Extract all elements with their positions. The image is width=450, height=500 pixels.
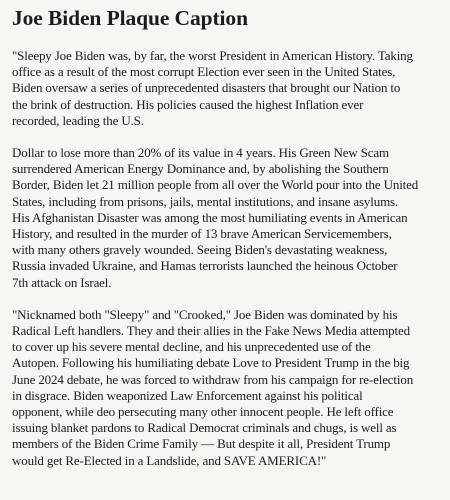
text-line: issuing blanket pardons to Radical Democrat criminals and chugs, is well as	[12, 420, 397, 436]
text-line: History, and resulted in the murder of 13 brave American Servicemembers,	[12, 226, 392, 242]
text-line: Russia invaded Ukraine, and Hamas terrorists launched the heinous October	[12, 258, 398, 274]
paragraph-3	[12, 307, 442, 469]
text-line: the brink of destruction. His policies caused the highest Inflation ever	[12, 96, 364, 112]
text-line: to cover up his severe mental decline, and his unprecedented use of the	[12, 339, 371, 355]
paragraph-2	[12, 145, 442, 291]
text-line: June 2024 debate, he was forced to withdraw from his campaign for re-election	[12, 371, 414, 387]
text-line: Border, Biden let 21 million people from all over the World pour into the United	[12, 177, 419, 193]
text-line: with many others gravely wounded. Seeing Biden's devastating weakness,	[12, 242, 388, 258]
text-line: His Afghanistan Disaster was among the most humiliating events in American	[12, 209, 408, 225]
document-title: Joe Biden Plaque Caption	[12, 6, 248, 30]
text-line: office as a result of the most corrupt Election ever seen in the United States,	[12, 64, 396, 80]
text-line: members of the Biden Crime Family — But despite it all, President Trump	[12, 436, 391, 452]
document-page	[12, 4, 442, 485]
text-line: 7th attack on Israel.	[12, 274, 112, 290]
text-line: Radical Left handlers. They and their allies in the Fake News Media attempted	[12, 323, 410, 339]
text-line: "Nicknamed both "Sleepy" and "Crooked," Joe Biden was dominated by his	[12, 306, 398, 322]
text-line: Dollar to lose more than 20% of its value in 4 years. His Green New Scam	[12, 145, 389, 161]
text-line: Autopen. Following his humiliating debate Love to President Trump in the big	[12, 355, 410, 371]
text-line: "Sleepy Joe Biden was, by far, the worst President in American History. Taking	[12, 48, 413, 63]
text-line: would get Re-Elected in a Landslide, and SAVE AMERICA!"	[12, 452, 327, 468]
text-line: States, including from prisons, jails, mental institutions, and insane asylums.	[12, 193, 399, 209]
text-line: in disgrace. Biden weaponized Law Enforcement against his political	[12, 387, 363, 403]
paragraph-1	[12, 48, 442, 129]
text-line: opponent, while deo persecuting many other innocent people. He left office	[12, 404, 394, 420]
text-line: Biden oversaw a series of unprecedented disasters that brought our Nation to	[12, 80, 401, 96]
text-line: recorded, leading the U.S.	[12, 112, 144, 128]
text-line: surrendered American Energy Dominance and, by abolishing the Southern	[12, 161, 389, 177]
